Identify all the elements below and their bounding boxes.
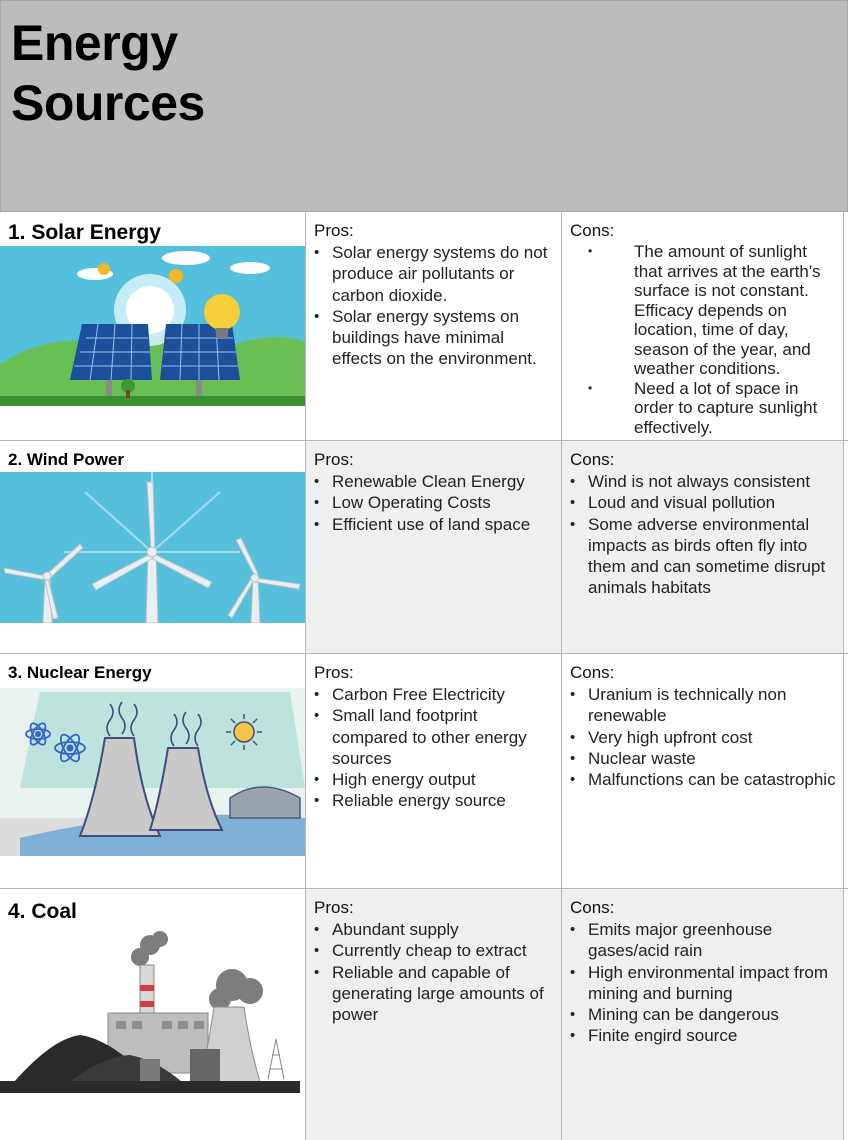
wind-turbine-icon	[0, 472, 305, 623]
wind-name-cell	[0, 441, 306, 653]
list-item: • Need a lot of space in order to capture sunlight effectively.	[570, 379, 839, 438]
list-item: • Solar energy systems do not produce air pollutants or carbon dioxide.	[314, 242, 557, 306]
nuclear-pros-list	[314, 684, 557, 812]
list-item: • Carbon Free Electricity	[314, 684, 557, 705]
row-wind	[0, 441, 848, 654]
wind-illustration	[0, 472, 305, 623]
coal-name-cell	[0, 889, 306, 1140]
list-item: • Efficient use of land space	[314, 514, 557, 535]
solar-pros-list	[314, 242, 557, 370]
coal-cons-cell	[562, 889, 844, 1140]
list-item: • Reliable energy source	[314, 790, 557, 811]
list-item: • Reliable and capable of generating large amounts of power	[314, 962, 557, 1026]
list-item: • Nuclear waste	[570, 748, 839, 769]
list-item: • Small land footprint compared to other energy sources	[314, 705, 557, 769]
list-item: • Malfunctions can be catastrophic	[570, 769, 839, 790]
list-item: • Loud and visual pollution	[570, 492, 839, 513]
row-nuclear	[0, 654, 848, 889]
list-item: • Renewable Clean Energy	[314, 471, 557, 492]
wind-cons-cell	[562, 441, 844, 653]
list-item: • The amount of sunlight that arrives at the earth's surface is not constant. Efficacy depends on location, time of day, season of the year, and weather conditions.	[570, 242, 839, 379]
coal-pros-list	[314, 919, 557, 1025]
nuclear-cons-list	[570, 684, 839, 790]
nuclear-name-cell	[0, 654, 306, 888]
wind-pros-cell	[306, 441, 562, 653]
list-item: • Very high upfront cost	[570, 727, 839, 748]
solar-cons-list	[570, 242, 839, 437]
nuclear-cons-cell	[562, 654, 844, 888]
list-item: • Wind is not always consistent	[570, 471, 839, 492]
list-item: • High environmental impact from mining and burning	[570, 962, 839, 1005]
wind-pros-list	[314, 471, 557, 535]
solar-panel-icon	[0, 246, 305, 406]
solar-cons-label: Cons:	[570, 221, 615, 240]
wind-cons-list	[570, 471, 839, 599]
page-title	[11, 13, 205, 133]
solar-pros-label: Pros:	[314, 221, 354, 240]
list-item: • Currently cheap to extract	[314, 940, 557, 961]
list-item: • Low Operating Costs	[314, 492, 557, 513]
title-header	[0, 0, 848, 212]
solar-name-cell	[0, 212, 306, 440]
solar-cons-cell	[562, 212, 844, 440]
solar-illustration	[0, 246, 305, 406]
list-item: • Finite engird source	[570, 1025, 839, 1046]
coal-cons-label: Cons:	[570, 898, 615, 917]
list-item: • Emits major greenhouse gases/acid rain	[570, 919, 839, 962]
nuclear-pros-cell	[306, 654, 562, 888]
row-coal	[0, 889, 848, 1140]
list-item: • Some adverse environmental impacts as birds often fly into them and can sometime disrupt animals habitats	[570, 514, 839, 599]
row-solar	[0, 212, 848, 441]
list-item: • Abundant supply	[314, 919, 557, 940]
list-item: • High energy output	[314, 769, 557, 790]
list-item: • Uranium is technically non renewable	[570, 684, 839, 727]
coal-pros-label: Pros:	[314, 898, 354, 917]
nuclear-title: 3. Nuclear Energy	[8, 663, 152, 682]
list-item: • Mining can be dangerous	[570, 1004, 839, 1025]
coal-illustration	[0, 929, 305, 1101]
nuclear-cons-label: Cons:	[570, 663, 615, 682]
list-item: • Solar energy systems on buildings have minimal effects on the environment.	[314, 306, 557, 370]
nuclear-illustration	[0, 688, 305, 856]
solar-title: 1. Solar Energy	[8, 221, 161, 244]
solar-pros-cell	[306, 212, 562, 440]
wind-title: 2. Wind Power	[8, 450, 125, 469]
coal-pros-cell	[306, 889, 562, 1140]
coal-plant-icon	[0, 929, 305, 1101]
nuclear-pros-label: Pros:	[314, 663, 354, 682]
title-line-1: Energy	[11, 15, 178, 71]
wind-cons-label: Cons:	[570, 450, 615, 469]
coal-title: 4. Coal	[8, 900, 77, 923]
coal-cons-list	[570, 919, 839, 1047]
wind-pros-label: Pros:	[314, 450, 354, 469]
title-line-2: Sources	[11, 75, 205, 131]
nuclear-plant-icon	[0, 688, 305, 856]
